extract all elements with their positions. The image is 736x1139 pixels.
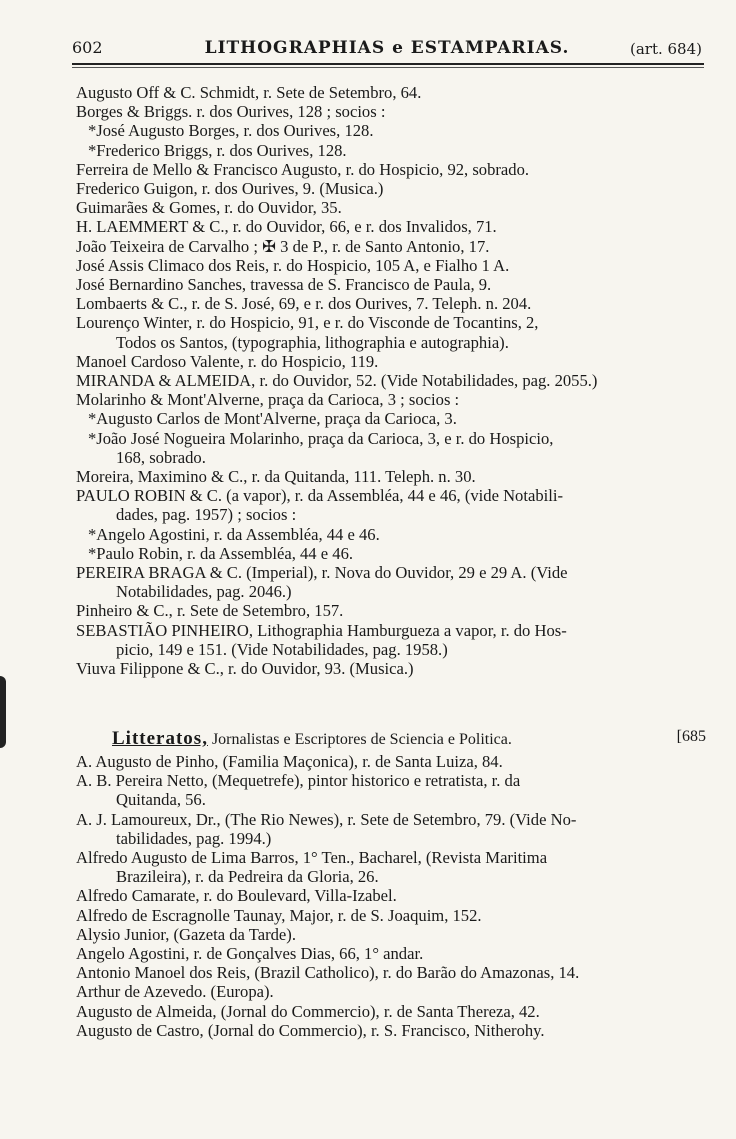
entry-line: PAULO ROBIN & C. (a vapor), r. da Assembléa, 44 e 46, (vide Notabili- xyxy=(76,486,563,505)
entry-line: A. Augusto de Pinho, (Familia Maçonica), r. de Santa Luiza, 84. xyxy=(76,752,503,771)
entry-line: Viuva Filippone & C., r. do Ouvidor, 93. (Musica.) xyxy=(76,659,414,678)
entry-line: Lourenço Winter, r. do Hospicio, 91, e r. do Visconde de Tocantins, 2, xyxy=(76,313,539,332)
entry-line: Quitanda, 56. xyxy=(116,790,206,809)
entry-line: dades, pag. 1957) ; socios : xyxy=(116,505,297,524)
entry-line: *Paulo Robin, r. da Assembléa, 44 e 46. xyxy=(88,544,354,563)
entry-line: João Teixeira de Carvalho ; ✠ 3 de P., r. de Santo Antonio, 17. xyxy=(76,237,490,256)
entry-line: MIRANDA & ALMEIDA, r. do Ouvidor, 52. (Vide Notabilidades, pag. 2055.) xyxy=(76,371,598,390)
entry-line: José Assis Climaco dos Reis, r. do Hospicio, 105 A, e Fialho 1 A. xyxy=(76,256,510,275)
entry-line: Alfredo Camarate, r. do Boulevard, Villa-Izabel. xyxy=(76,886,397,905)
entry-line: Arthur de Azevedo. (Europa). xyxy=(76,982,274,1001)
header-rule-thin xyxy=(72,67,704,68)
entry-line: Brazileira), r. da Pedreira da Gloria, 26. xyxy=(116,867,379,886)
entry-line: Augusto Off & C. Schmidt, r. Sete de Setembro, 64. xyxy=(76,83,422,102)
entry-line: José Bernardino Sanches, travessa de S. Francisco de Paula, 9. xyxy=(76,275,492,294)
entry-line: *Frederico Briggs, r. dos Ourives, 128. xyxy=(88,141,347,160)
entry-line: H. LAEMMERT & C., r. do Ouvidor, 66, e r. dos Invalidos, 71. xyxy=(76,217,497,236)
page-number: 602 xyxy=(72,38,103,57)
entry-line: Augusto de Almeida, (Jornal do Commercio), r. de Santa Thereza, 42. xyxy=(76,1002,540,1021)
binding-mark xyxy=(0,676,6,748)
entry-line: Moreira, Maximino & C., r. da Quitanda, 111. Teleph. n. 30. xyxy=(76,467,476,486)
page-title: LITHOGRAPHIAS e ESTAMPARIAS. xyxy=(204,38,570,58)
entry-line: *Augusto Carlos de Mont'Alverne, praça da Carioca, 3. xyxy=(88,409,457,428)
entry-line: PEREIRA BRAGA & C. (Imperial), r. Nova do Ouvidor, 29 e 29 A. (Vide xyxy=(76,563,568,582)
entry-line: Guimarães & Gomes, r. do Ouvidor, 35. xyxy=(76,198,342,217)
entry-line: Alfredo Augusto de Lima Barros, 1° Ten., Bacharel, (Revista Maritima xyxy=(76,848,548,867)
entry-line: Manoel Cardoso Valente, r. do Hospicio, 119. xyxy=(76,352,379,371)
entry-line: Molarinho & Mont'Alverne, praça da Carioca, 3 ; socios : xyxy=(76,390,460,409)
section-number: [685 xyxy=(676,728,706,745)
entry-line: Alfredo de Escragnolle Taunay, Major, r. de S. Joaquim, 152. xyxy=(76,906,482,925)
entry-line: tabilidades, pag. 1994.) xyxy=(116,829,272,848)
entry-line: Pinheiro & C., r. Sete de Setembro, 157. xyxy=(76,601,344,620)
header-rule xyxy=(72,63,704,65)
section-heading xyxy=(112,728,712,750)
entry-line: A. J. Lamoureux, Dr., (The Rio Newes), r. Sete de Setembro, 79. (Vide No- xyxy=(76,810,577,829)
entry-line: *José Augusto Borges, r. dos Ourives, 128. xyxy=(88,121,374,140)
entry-line: Todos os Santos, (typographia, lithographia e autographia). xyxy=(116,333,509,352)
page-header xyxy=(72,38,702,60)
entry-line: Angelo Agostini, r. de Gonçalves Dias, 66, 1° andar. xyxy=(76,944,424,963)
entry-line: A. B. Pereira Netto, (Mequetrefe), pintor historico e retratista, r. da xyxy=(76,771,521,790)
section-subtitle: Jornalistas e Escriptores de Sciencia e Politica. xyxy=(211,731,512,748)
entry-line: Lombaerts & C., r. de S. José, 69, e r. dos Ourives, 7. Teleph. n. 204. xyxy=(76,294,532,313)
entry-line: 168, sobrado. xyxy=(116,448,206,467)
entry-line: SEBASTIÃO PINHEIRO, Lithographia Hamburgueza a vapor, r. do Hos- xyxy=(76,621,567,640)
entry-line: picio, 149 e 151. (Vide Notabilidades, pag. 1958.) xyxy=(116,640,448,659)
entry-line: Frederico Guigon, r. dos Ourives, 9. (Musica.) xyxy=(76,179,384,198)
entry-line: *Angelo Agostini, r. da Assembléa, 44 e 46. xyxy=(88,525,380,544)
section-title: Litteratos, xyxy=(112,728,208,749)
entry-line: Antonio Manoel dos Reis, (Brazil Catholico), r. do Barão do Amazonas, 14. xyxy=(76,963,580,982)
entry-line: Augusto de Castro, (Jornal do Commercio), r. S. Francisco, Nitherohy. xyxy=(76,1021,545,1040)
entry-line: Borges & Briggs. r. dos Ourives, 128 ; socios : xyxy=(76,102,386,121)
entry-line: *João José Nogueira Molarinho, praça da Carioca, 3, e r. do Hospicio, xyxy=(88,429,554,448)
entry-line: Alysio Junior, (Gazeta da Tarde). xyxy=(76,925,296,944)
entry-line: Ferreira de Mello & Francisco Augusto, r. do Hospicio, 92, sobrado. xyxy=(76,160,530,179)
article-number: (art. 684) xyxy=(629,40,702,58)
entry-line: Notabilidades, pag. 2046.) xyxy=(116,582,292,601)
